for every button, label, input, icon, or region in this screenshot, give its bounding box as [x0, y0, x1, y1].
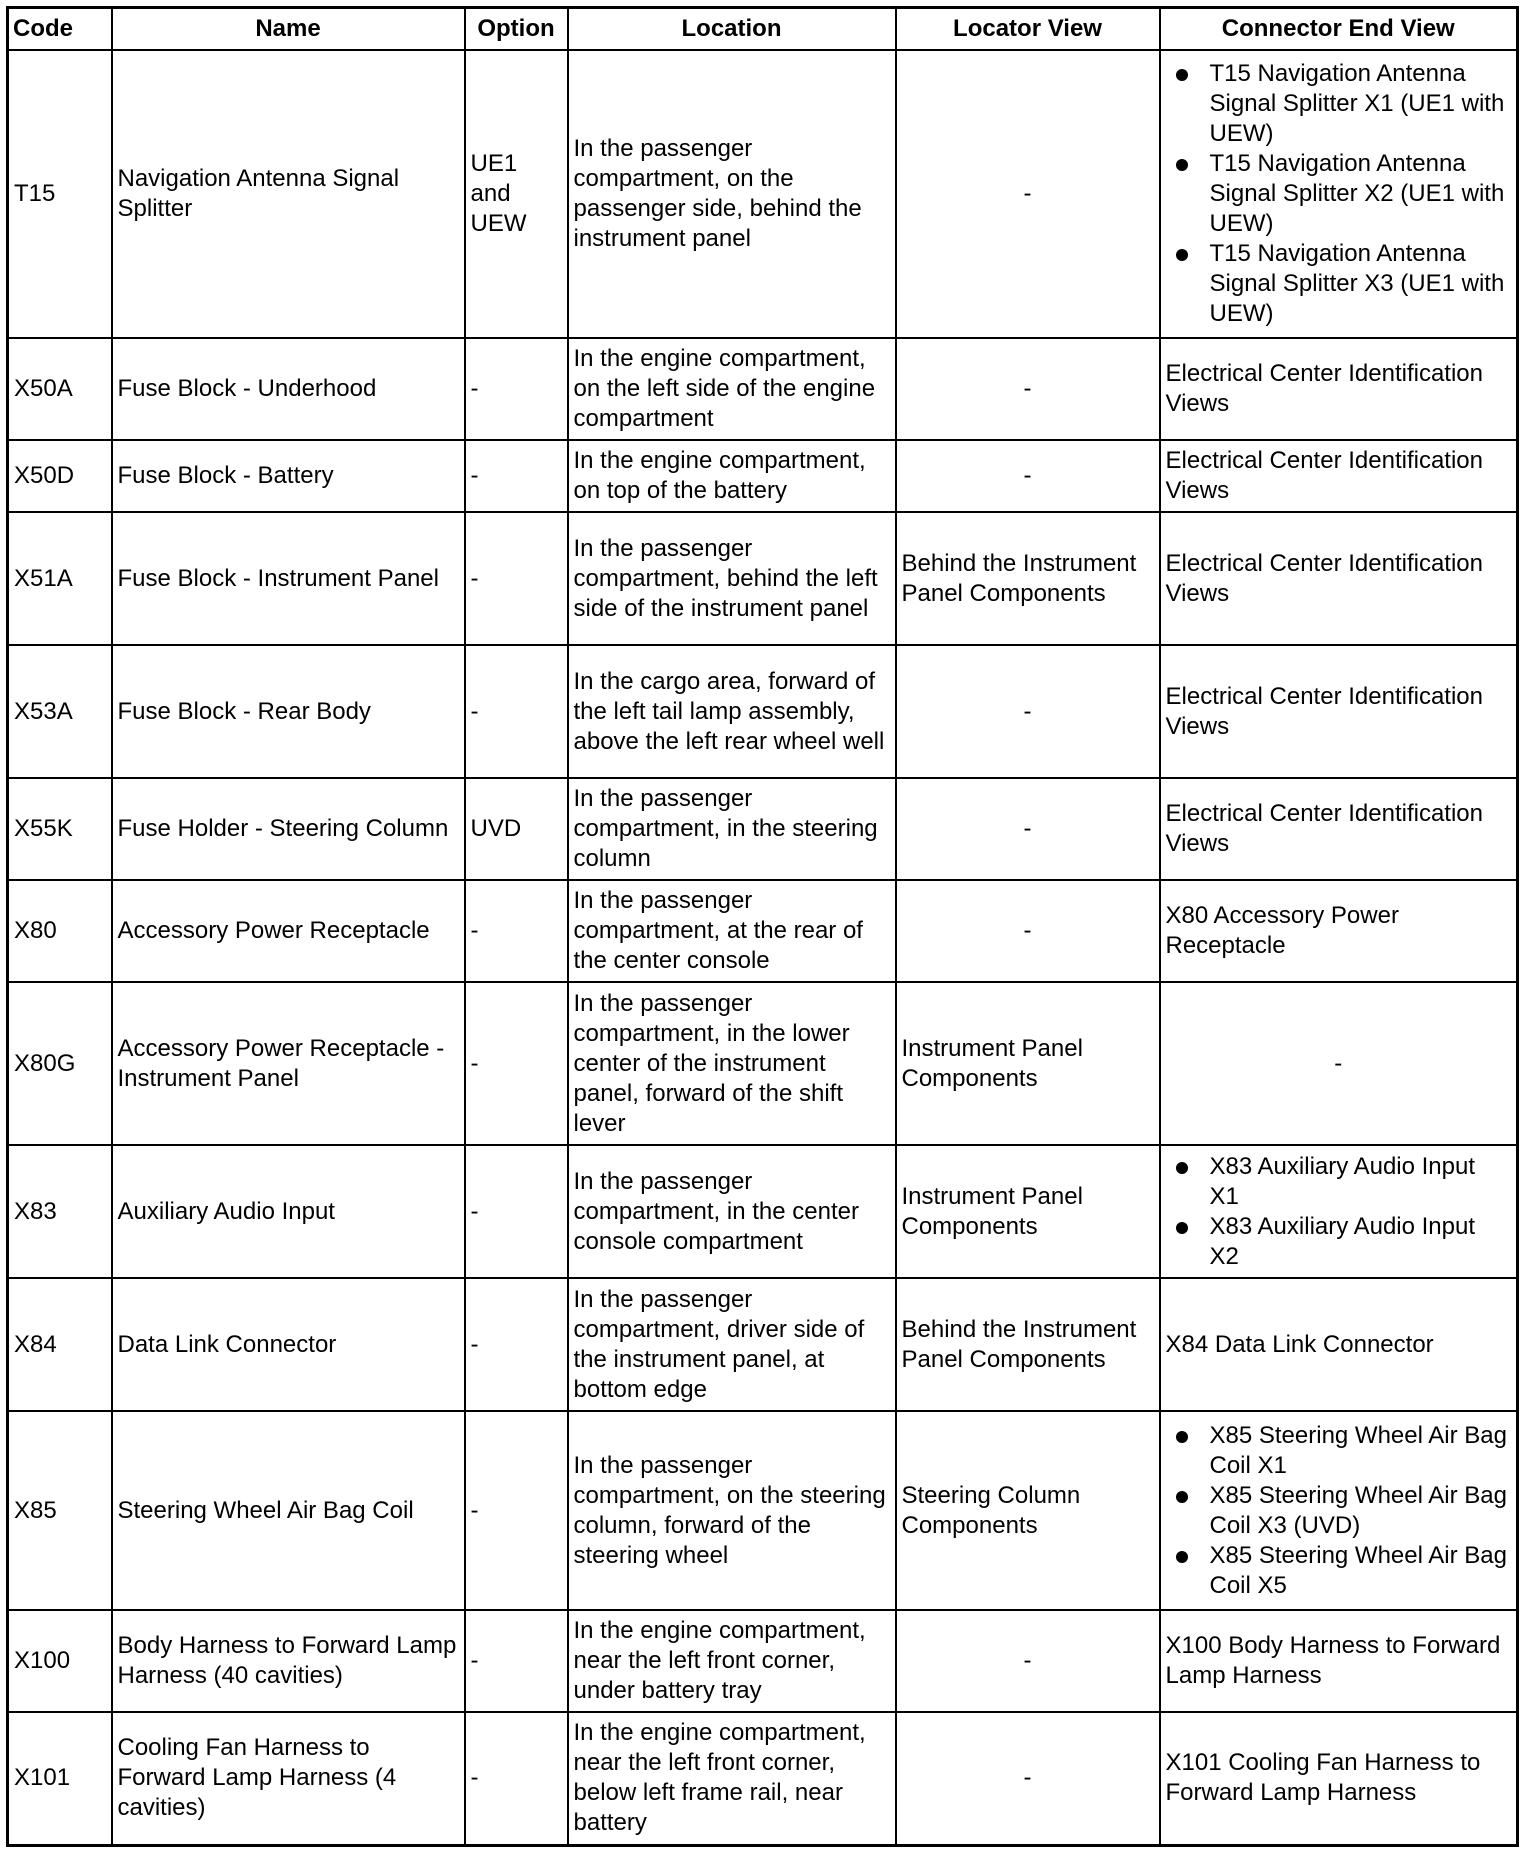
cell-locator-view: - — [896, 880, 1160, 982]
cell-connector-end-view: X84 Data Link Connector — [1160, 1278, 1518, 1411]
connector-link[interactable]: T15 Navigation Antenna Signal Splitter X3 (UE1 with UEW) — [1209, 240, 1505, 327]
cell-name: Fuse Block - Instrument Panel — [112, 512, 465, 645]
bullet-icon — [1176, 1491, 1188, 1503]
bullet-icon — [1176, 69, 1188, 81]
table-row — [8, 1145, 1518, 1278]
connector-link[interactable]: X85 Steering Wheel Air Bag Coil X3 (UVD) — [1209, 1481, 1508, 1539]
table-row — [8, 1411, 1518, 1610]
cell-option: - — [465, 1610, 568, 1712]
table-row — [8, 50, 1518, 338]
cell-code: X100 — [8, 1610, 112, 1712]
cell-name: Accessory Power Receptacle - Instrument Panel — [112, 982, 465, 1145]
bullet-icon — [1176, 1162, 1188, 1174]
connector-link[interactable]: X85 Steering Wheel Air Bag Coil X1 — [1209, 1421, 1508, 1479]
cell-code: X84 — [8, 1278, 112, 1411]
cell-option: - — [465, 440, 568, 512]
cell-code: X53A — [8, 645, 112, 778]
cell-connector-end-view: Electrical Center Identification Views — [1160, 778, 1518, 880]
cell-option: - — [465, 1712, 568, 1845]
cell-connector-end-view — [1160, 1411, 1518, 1610]
cell-location: In the engine compartment, near the left front corner, below left frame rail, near battery — [568, 1712, 896, 1845]
table-row — [8, 440, 1518, 512]
connector-link[interactable]: X83 Auxiliary Audio Input X1 — [1209, 1152, 1476, 1210]
table-row — [8, 338, 1518, 440]
cell-name: Fuse Block - Rear Body — [112, 645, 465, 778]
cell-location: In the passenger compartment, driver side of the instrument panel, at bottom edge — [568, 1278, 896, 1411]
cell-connector-end-view: Electrical Center Identification Views — [1160, 338, 1518, 440]
table-row — [8, 645, 1518, 778]
cell-connector-end-view: X100 Body Harness to Forward Lamp Harness — [1160, 1610, 1518, 1712]
cell-locator-view: Instrument Panel Components — [896, 982, 1160, 1145]
connector-list-item[interactable] — [1210, 239, 1512, 329]
connector-list-item[interactable] — [1210, 1152, 1512, 1212]
header-code: Code — [8, 8, 112, 51]
cell-code: X83 — [8, 1145, 112, 1278]
cell-option: - — [465, 1411, 568, 1610]
connector-link[interactable]: X83 Auxiliary Audio Input X2 — [1209, 1212, 1476, 1270]
connector-list-item[interactable] — [1210, 1421, 1512, 1481]
cell-connector-end-view: Electrical Center Identification Views — [1160, 512, 1518, 645]
cell-connector-end-view: X101 Cooling Fan Harness to Forward Lamp Harness — [1160, 1712, 1518, 1845]
cell-locator-view: Behind the Instrument Panel Components — [896, 512, 1160, 645]
cell-location: In the engine compartment, near the left front corner, under battery tray — [568, 1610, 896, 1712]
bullet-icon — [1176, 249, 1188, 261]
cell-location: In the cargo area, forward of the left tail lamp assembly, above the left rear wheel well — [568, 645, 896, 778]
cell-code: X50A — [8, 338, 112, 440]
cell-name: Accessory Power Receptacle — [112, 880, 465, 982]
component-locator-table — [6, 6, 1519, 1847]
bullet-icon — [1176, 1551, 1188, 1563]
cell-locator-view: Steering Column Components — [896, 1411, 1160, 1610]
cell-location: In the passenger compartment, on the passenger side, behind the instrument panel — [568, 50, 896, 338]
cell-code: T15 — [8, 50, 112, 338]
cell-name: Fuse Block - Underhood — [112, 338, 465, 440]
bullet-icon — [1176, 159, 1188, 171]
cell-location: In the passenger compartment, in the lower center of the instrument panel, forward of the shift lever — [568, 982, 896, 1145]
cell-location: In the engine compartment, on the left side of the engine compartment — [568, 338, 896, 440]
cell-code: X101 — [8, 1712, 112, 1845]
cell-option: UVD — [465, 778, 568, 880]
cell-code: X85 — [8, 1411, 112, 1610]
connector-list-item[interactable] — [1210, 1541, 1512, 1601]
cell-name: Steering Wheel Air Bag Coil — [112, 1411, 465, 1610]
connector-link[interactable]: X85 Steering Wheel Air Bag Coil X5 — [1209, 1541, 1508, 1599]
table-row — [8, 778, 1518, 880]
cell-code: X51A — [8, 512, 112, 645]
connector-list-item[interactable] — [1210, 1481, 1512, 1541]
cell-code: X55K — [8, 778, 112, 880]
cell-option: - — [465, 338, 568, 440]
cell-name: Data Link Connector — [112, 1278, 465, 1411]
header-connector-end-view: Connector End View — [1160, 8, 1518, 51]
header-location: Location — [568, 8, 896, 51]
bullet-icon — [1176, 1431, 1188, 1443]
cell-location: In the engine compartment, on top of the battery — [568, 440, 896, 512]
cell-name: Body Harness to Forward Lamp Harness (40 cavities) — [112, 1610, 465, 1712]
connector-list-item[interactable] — [1210, 59, 1512, 149]
cell-option: - — [465, 880, 568, 982]
cell-connector-end-view: X80 Accessory Power Receptacle — [1160, 880, 1518, 982]
cell-option: - — [465, 645, 568, 778]
table-row — [8, 1712, 1518, 1845]
cell-location: In the passenger compartment, in the center console compartment — [568, 1145, 896, 1278]
header-locator-view: Locator View — [896, 8, 1160, 51]
cell-name: Fuse Holder - Steering Column — [112, 778, 465, 880]
header-option: Option — [465, 8, 568, 51]
table-row — [8, 1278, 1518, 1411]
cell-locator-view: - — [896, 645, 1160, 778]
cell-name: Fuse Block - Battery — [112, 440, 465, 512]
connector-link[interactable]: T15 Navigation Antenna Signal Splitter X1 (UE1 with UEW) — [1209, 60, 1505, 147]
cell-name: Auxiliary Audio Input — [112, 1145, 465, 1278]
cell-name: Navigation Antenna Signal Splitter — [112, 50, 465, 338]
cell-option: - — [465, 512, 568, 645]
table-wrapper — [6, 6, 1519, 1847]
table-row — [8, 880, 1518, 982]
cell-locator-view: - — [896, 50, 1160, 338]
connector-list — [1166, 1152, 1512, 1272]
cell-code: X50D — [8, 440, 112, 512]
cell-connector-end-view — [1160, 50, 1518, 338]
bullet-icon — [1176, 1222, 1188, 1234]
cell-locator-view: - — [896, 1712, 1160, 1845]
cell-option: - — [465, 1278, 568, 1411]
table-body — [8, 50, 1518, 1845]
cell-connector-end-view — [1160, 1145, 1518, 1278]
cell-locator-view: Behind the Instrument Panel Components — [896, 1278, 1160, 1411]
cell-locator-view: Instrument Panel Components — [896, 1145, 1160, 1278]
connector-list — [1166, 59, 1512, 329]
cell-option: UE1 and UEW — [465, 50, 568, 338]
cell-name: Cooling Fan Harness to Forward Lamp Harness (4 cavities) — [112, 1712, 465, 1845]
cell-code: X80G — [8, 982, 112, 1145]
cell-option: - — [465, 1145, 568, 1278]
connector-link[interactable]: T15 Navigation Antenna Signal Splitter X2 (UE1 with UEW) — [1209, 150, 1505, 237]
cell-option: - — [465, 982, 568, 1145]
header-row — [8, 8, 1518, 51]
cell-code: X80 — [8, 880, 112, 982]
table-row — [8, 982, 1518, 1145]
cell-locator-view: - — [896, 1610, 1160, 1712]
cell-connector-end-view: - — [1160, 982, 1518, 1145]
cell-location: In the passenger compartment, at the rear of the center console — [568, 880, 896, 982]
cell-connector-end-view: Electrical Center Identification Views — [1160, 440, 1518, 512]
cell-locator-view: - — [896, 440, 1160, 512]
connector-list-item[interactable] — [1210, 149, 1512, 239]
cell-locator-view: - — [896, 778, 1160, 880]
cell-location: In the passenger compartment, in the steering column — [568, 778, 896, 880]
connector-list-item[interactable] — [1210, 1212, 1512, 1272]
cell-connector-end-view: Electrical Center Identification Views — [1160, 645, 1518, 778]
cell-location: In the passenger compartment, on the steering column, forward of the steering wheel — [568, 1411, 896, 1610]
cell-location: In the passenger compartment, behind the left side of the instrument panel — [568, 512, 896, 645]
cell-locator-view: - — [896, 338, 1160, 440]
table-row — [8, 512, 1518, 645]
header-name: Name — [112, 8, 465, 51]
table-row — [8, 1610, 1518, 1712]
connector-list — [1166, 1421, 1512, 1601]
